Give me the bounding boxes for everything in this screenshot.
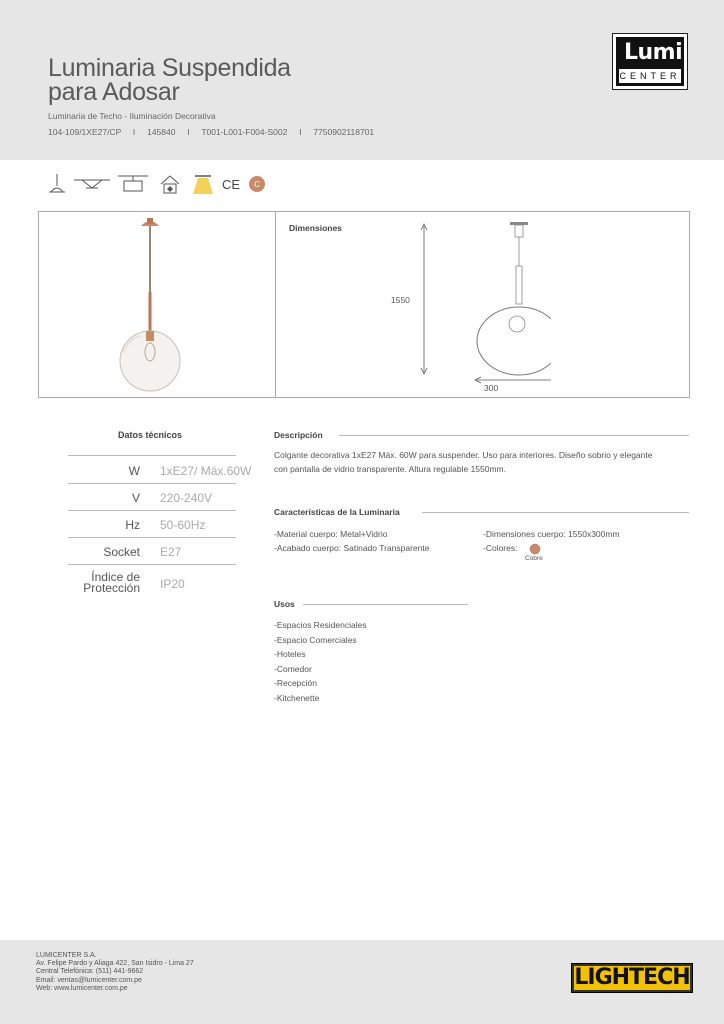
logo-black-box [616,37,684,86]
copper-icon-text: C [254,180,260,189]
lightech-logo-fill [574,966,690,990]
table-divider [68,455,236,456]
spec-label-w: W [128,464,140,478]
spec-label-ip-line2: Protección [83,581,140,595]
footer-contact [36,952,194,993]
descripcion-line-1: Colgante decorativa 1xE27 Máx. 60W para suspender. Uso para interiores. Diseño sobrio y elegante [274,450,653,460]
table-divider [68,510,236,511]
product-code: 145840 [147,127,176,137]
light-direction-icon [192,172,214,196]
descripcion-line-2: con pantalla de vidrio transparente. Altura regulable 1550mm. [274,464,507,474]
usos-item: -Kitchenette [274,693,320,703]
dimension-height: 1550 [391,295,410,305]
spec-label-socket: Socket [103,545,140,559]
ceiling-mount-icon [72,172,112,196]
descripcion-text [274,448,652,476]
title-line-2: para Adosar [48,78,180,106]
logo-lumi-text: Lumi [624,40,683,65]
spec-label-ip-line1: Índice de [91,570,140,584]
lightech-logo [571,963,693,993]
descripcion-title: Descripción [274,430,323,440]
caracteristicas-dimensiones: -Dimensiones cuerpo: 1550x300mm [483,529,620,539]
table-divider [68,537,236,538]
product-photo [39,212,275,397]
spec-label-v: V [131,491,140,505]
footer-address: Av. Felipe Pardo y Aliaga 422, San Isidro - Lima 27 [36,960,194,968]
caracteristicas-title: Características de la Luminaria [274,507,400,517]
section-rule [303,604,468,605]
spec-value-hz: 50-60Hz [160,518,206,532]
title-line-1: Luminaria Suspendida [48,54,291,82]
page-subtitle: Luminaria de Techo - Iluminación Decorativa [48,111,216,121]
spec-value-socket: E27 [160,545,182,559]
usos-item: -Recepción [274,678,317,688]
ce-mark-icon [220,172,242,196]
dimension-width: 300 [484,383,499,393]
page-title [48,56,408,104]
track-mount-icon [116,172,150,196]
spec-label-hz: Hz [125,518,140,532]
table-divider [68,483,236,484]
spec-label-ip [68,572,140,594]
product-code: 104-109/1XE27/CP [48,127,122,137]
indoor-use-icon [158,172,182,196]
lightech-logo-text: LIGHTECH [574,965,690,990]
datos-tecnicos-title: Datos técnicos [118,430,183,440]
usos-item: -Comedor [274,664,312,674]
usos-item: -Hoteles [274,649,306,659]
image-divider [275,212,276,397]
spec-value-w: 1xE27/ Máx.60W [160,464,252,478]
usos-item: -Espacio Comerciales [274,635,357,645]
caracteristicas-colores: -Colores: [483,543,518,553]
ce-mark-text: CE [221,177,241,192]
caracteristicas-material: -Material cuerpo: Metal+Vidrio [274,529,388,539]
caracteristicas-acabado: -Acabado cuerpo: Satinado Transparente [274,543,430,553]
spec-value-ip: IP20 [160,577,185,591]
product-code: T001-L001-F004-S002 [201,127,288,137]
dimensions-label: Dimensiones [289,223,342,233]
lumicenter-logo [612,33,688,90]
product-image-box [38,211,690,398]
usos-item: -Espacios Residenciales [274,620,367,630]
code-separator: I [187,127,190,137]
footer-company: LUMICENTER S.A. [36,952,97,959]
code-separator: I [132,127,136,137]
spec-value-v: 220-240V [160,491,213,505]
product-codes [48,127,374,137]
pendant-mount-icon [46,172,68,196]
table-divider [68,564,236,565]
footer-web: Web: www.lumicenter.com.pe [36,984,128,992]
footer-email: Email: ventas@lumicenter.com.pe [36,976,142,984]
logo-center-text: CENTER [619,71,681,81]
section-rule [422,512,689,513]
product-code: 7750902118701 [313,127,375,137]
footer-phone: Central Telefónica: (511) 441-9662 [36,968,144,976]
color-name: Cobre [525,555,543,562]
usos-title: Usos [274,599,295,609]
dimensions-drawing [411,216,551,394]
copper-color-icon [246,172,268,196]
code-separator: I [299,127,302,137]
section-rule [339,435,689,436]
feature-icons [46,172,276,198]
